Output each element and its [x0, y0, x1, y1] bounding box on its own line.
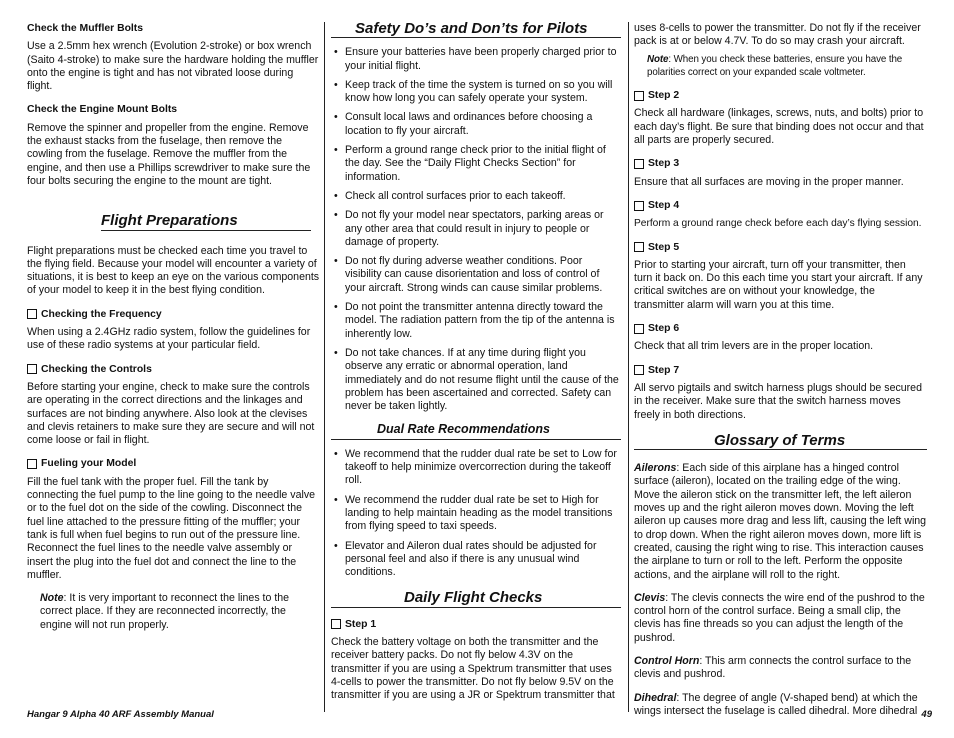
list-item: • Elevator and Aileron dual rates should be adjusted for personal feel and also if there is any unusual wind conditions.: [331, 540, 621, 580]
fueling-label: Fueling your Model: [41, 458, 137, 470]
safety-heading: Safety Do’s and Don’ts for Pilots: [331, 22, 621, 38]
checkbox-icon: [27, 459, 37, 469]
fueling-text: Fill the fuel tank with the proper fuel. Fill the tank by connecting the fuel pump to the line going to the needle valve or to the fuel dot on the side of the cowling. Disconnect the fuel line attached to the pressure fitting of the muffler; your tank is full when fuel begins to run out of the pressure line. Reconnect the fuel lines to the needle valve assembly or insert the plug into the fuel dot and connect the line to the muffler.: [27, 475, 316, 581]
list-item: • Perform a ground range check prior to the initial flight of the day. See the “Daily Flight Checks Section” for information.: [331, 144, 621, 184]
list-item: • Consult local laws and ordinances before choosing a location to fly your aircraft.: [331, 111, 621, 138]
definition-clevis: : The clevis connects the wire end of the pushrod to the control horn of the control surface. Being a small clip, the clevis has fine threads so you can adjust the length of the pushrod.: [634, 591, 925, 644]
glossary-dihedral: [634, 692, 927, 719]
list-item: • Ensure your batteries have been properly charged prior to your initial flight.: [331, 46, 621, 73]
muffler-bolts-title: Check the Muffler Bolts: [27, 23, 144, 34]
dual-rate-list: [331, 448, 621, 580]
step-6: [634, 322, 927, 335]
checkbox-icon: [331, 619, 341, 629]
step-5-text: Prior to starting your aircraft, turn off your transmitter, then turn it back on. Do this each time you start your aircraft. If any critical switches are on without your knowledge, the transmitter alarm will warn you at this time.: [634, 258, 923, 311]
flight-prep-text: Flight preparations must be checked each time you travel to the flying field. Because your model will encounter a variety of situations, it is best to keep an eye on the various components of your model to keep it in the best flying condition.: [27, 244, 320, 297]
step-2-text: Check all hardware (linkages, screws, nuts, and bolts) prior to each day’s flight. Be sure that binding does not occur and that all parts are properly secured.: [634, 107, 924, 147]
step-1: [331, 618, 621, 631]
step-6-text: Check that all trim levers are in the proper location.: [634, 340, 874, 353]
term-dihedral: Dihedral: [634, 691, 677, 704]
glossary-ailerons: [634, 462, 927, 582]
column-divider: [628, 22, 629, 712]
engine-mount-text: Remove the spinner and propeller from the engine. Remove the exhaust stacks from the fuselage, then remove the cowling from the fuselage. Remove the muffler from the engine, and then use a Phillips screwdriver to make sure the four bolts securing the engine to the mount are tight.: [27, 121, 311, 187]
note-text: : When you check these batteries, ensure you have the polarities correct on your expanded scale voltmeter.: [647, 53, 903, 78]
footer-manual-title: Hangar 9 Alpha 40 ARF Assembly Manual: [27, 709, 214, 720]
column-left: [27, 22, 320, 642]
glossary-heading: Glossary of Terms: [634, 434, 927, 450]
glossary-clevis: [634, 592, 927, 645]
term-control-horn: Control Horn: [634, 654, 700, 667]
dual-rate-heading: Dual Rate Recommendations: [331, 423, 621, 439]
list-item: • Do not fly your model near spectators, parking areas or any other area that could result in injury to people or damage of property.: [331, 209, 621, 249]
step-6-label: Step 6: [648, 323, 680, 335]
list-item: • Keep track of the time the system is turned on so you will know how long you can safely operate your system.: [331, 79, 621, 106]
definition-control-horn: : This arm connects the control surface to the clevis and pushrod.: [634, 654, 912, 681]
step-3: [634, 157, 927, 170]
step-2-label: Step 2: [648, 90, 680, 102]
checkbox-icon: [634, 324, 644, 334]
definition-ailerons: : Each side of this airplane has a hinged control surface (aileron), located on the trailing edge of the wing. Move the aileron stick on the transmitter left, the left aileron moves up and the right aileron moves down. Moving the left aileron up causes more drag and less lift, causing the left wing to drop down. When the right aileron moves down, more lift is created, causing the right wing to rise. This interaction causes the airplane to turn or roll to the left. Perform the opposite actions, and the airplane will roll to the right.: [634, 462, 927, 581]
list-item: • Do not fly during adverse weather conditions. Poor visibility can cause disorientation and loss of control of your aircraft. Strong winds can cause similar problems.: [331, 255, 621, 295]
step-4: [634, 199, 927, 212]
check-controls-text: Before starting your engine, check to make sure the controls are operating in the correct directions and the linkages and surfaces are not binding anywhere. Also look at the clevises and clevis retainers to make sure they are secure and will not come loose or fail in flight.: [27, 380, 315, 447]
check-frequency-text: When using a 2.4GHz radio system, follow the guidelines for use of these radio systems at your particular field.: [27, 326, 311, 352]
term-clevis: Clevis: [634, 591, 666, 604]
checkbox-icon: [634, 242, 644, 252]
step-5-label: Step 5: [648, 241, 680, 253]
flight-preparations-heading: Flight Preparations: [101, 214, 311, 230]
fuel-note: [27, 592, 320, 632]
step-4-text: Perform a ground range check before each day’s flying session.: [634, 218, 922, 230]
step-3-label: Step 3: [648, 158, 680, 170]
step-3-text: Ensure that all surfaces are moving in the proper manner.: [634, 175, 904, 188]
battery-note: [634, 53, 927, 80]
checkbox-icon: [634, 159, 644, 169]
checkbox-icon: [27, 364, 37, 374]
step-4-label: Step 4: [648, 199, 680, 211]
check-frequency-step: [27, 308, 320, 321]
step-7-text: All servo pigtails and switch harness plugs should be secured in the receiver. Make sure that the switch harness moves freely in both directions.: [634, 381, 922, 421]
column-divider: [324, 22, 325, 712]
list-item: • We recommend that the rudder dual rate be set to Low for takeoff to help minimize overcorrection during the takeoff roll.: [331, 448, 621, 488]
muffler-bolts-text: Use a 2.5mm hex wrench (Evolution 2-stroke) or box wrench (Saito 4-stroke) to make sure the hardware holding the muffler onto the engine is tight and has not vibrated loose during flight.: [27, 40, 319, 93]
safety-list: [331, 46, 621, 413]
step-2: [634, 89, 927, 102]
checkbox-icon: [634, 365, 644, 375]
checkbox-icon: [634, 91, 644, 101]
check-controls-label: Checking the Controls: [41, 363, 152, 375]
column-right: [634, 22, 927, 728]
checkbox-icon: [634, 201, 644, 211]
step-7: [634, 364, 927, 377]
list-item: • We recommend the rudder dual rate be set to High for landing to help maintain heading as the model transitions from flying speed to taxi speeds.: [331, 494, 621, 534]
check-frequency-label: Checking the Frequency: [41, 308, 162, 320]
note-text: : It is very important to reconnect the lines to the correct place. If they are reconnected incorrectly, the engine will not run properly.: [40, 592, 290, 631]
engine-mount-title: Check the Engine Mount Bolts: [27, 104, 178, 116]
note-label: Note: [40, 592, 64, 605]
daily-checks-heading: Daily Flight Checks: [331, 591, 621, 607]
step-7-label: Step 7: [648, 364, 680, 376]
list-item: • Check all control surfaces prior to each takeoff.: [331, 190, 621, 203]
step-1-text: Check the battery voltage on both the transmitter and the receiver battery packs. Do not fly below 4.3V on the transmitter if you are using a Spektrum transmitter that uses 4-cells to power the transmitter. Do not fly below 9.5V on the transmitter if you are using a JR or Spektrum transmitter that: [331, 635, 615, 702]
check-controls-step: [27, 363, 320, 376]
list-item: • Do not take chances. If at any time during flight you observe any erratic or abnormal operation, land immediately and do not resume flight until the cause of the problem has been ascertained and corrected. Safety can never be taken lightly.: [331, 347, 621, 413]
list-item: • Do not point the transmitter antenna directly toward the model. The radiation pattern from the tip of the antenna is inherently low.: [331, 301, 621, 341]
step-1-continued: uses 8-cells to power the transmitter. Do not fly if the receiver pack is at or below 4.7V. To do so may crash your aircraft.: [634, 22, 921, 48]
column-middle: [331, 22, 621, 712]
checkbox-icon: [27, 309, 37, 319]
term-ailerons: Ailerons: [634, 462, 677, 475]
step-5: [634, 241, 927, 254]
note-label: Note: [647, 53, 669, 65]
page-number: 49: [921, 709, 932, 720]
step-1-label: Step 1: [345, 618, 377, 630]
definition-dihedral: : The degree of angle (V-shaped bend) at which the wings intersect the fuselage is called dihedral. More dihedral: [634, 691, 918, 717]
glossary-control-horn: [634, 655, 927, 682]
fueling-step: [27, 457, 320, 470]
